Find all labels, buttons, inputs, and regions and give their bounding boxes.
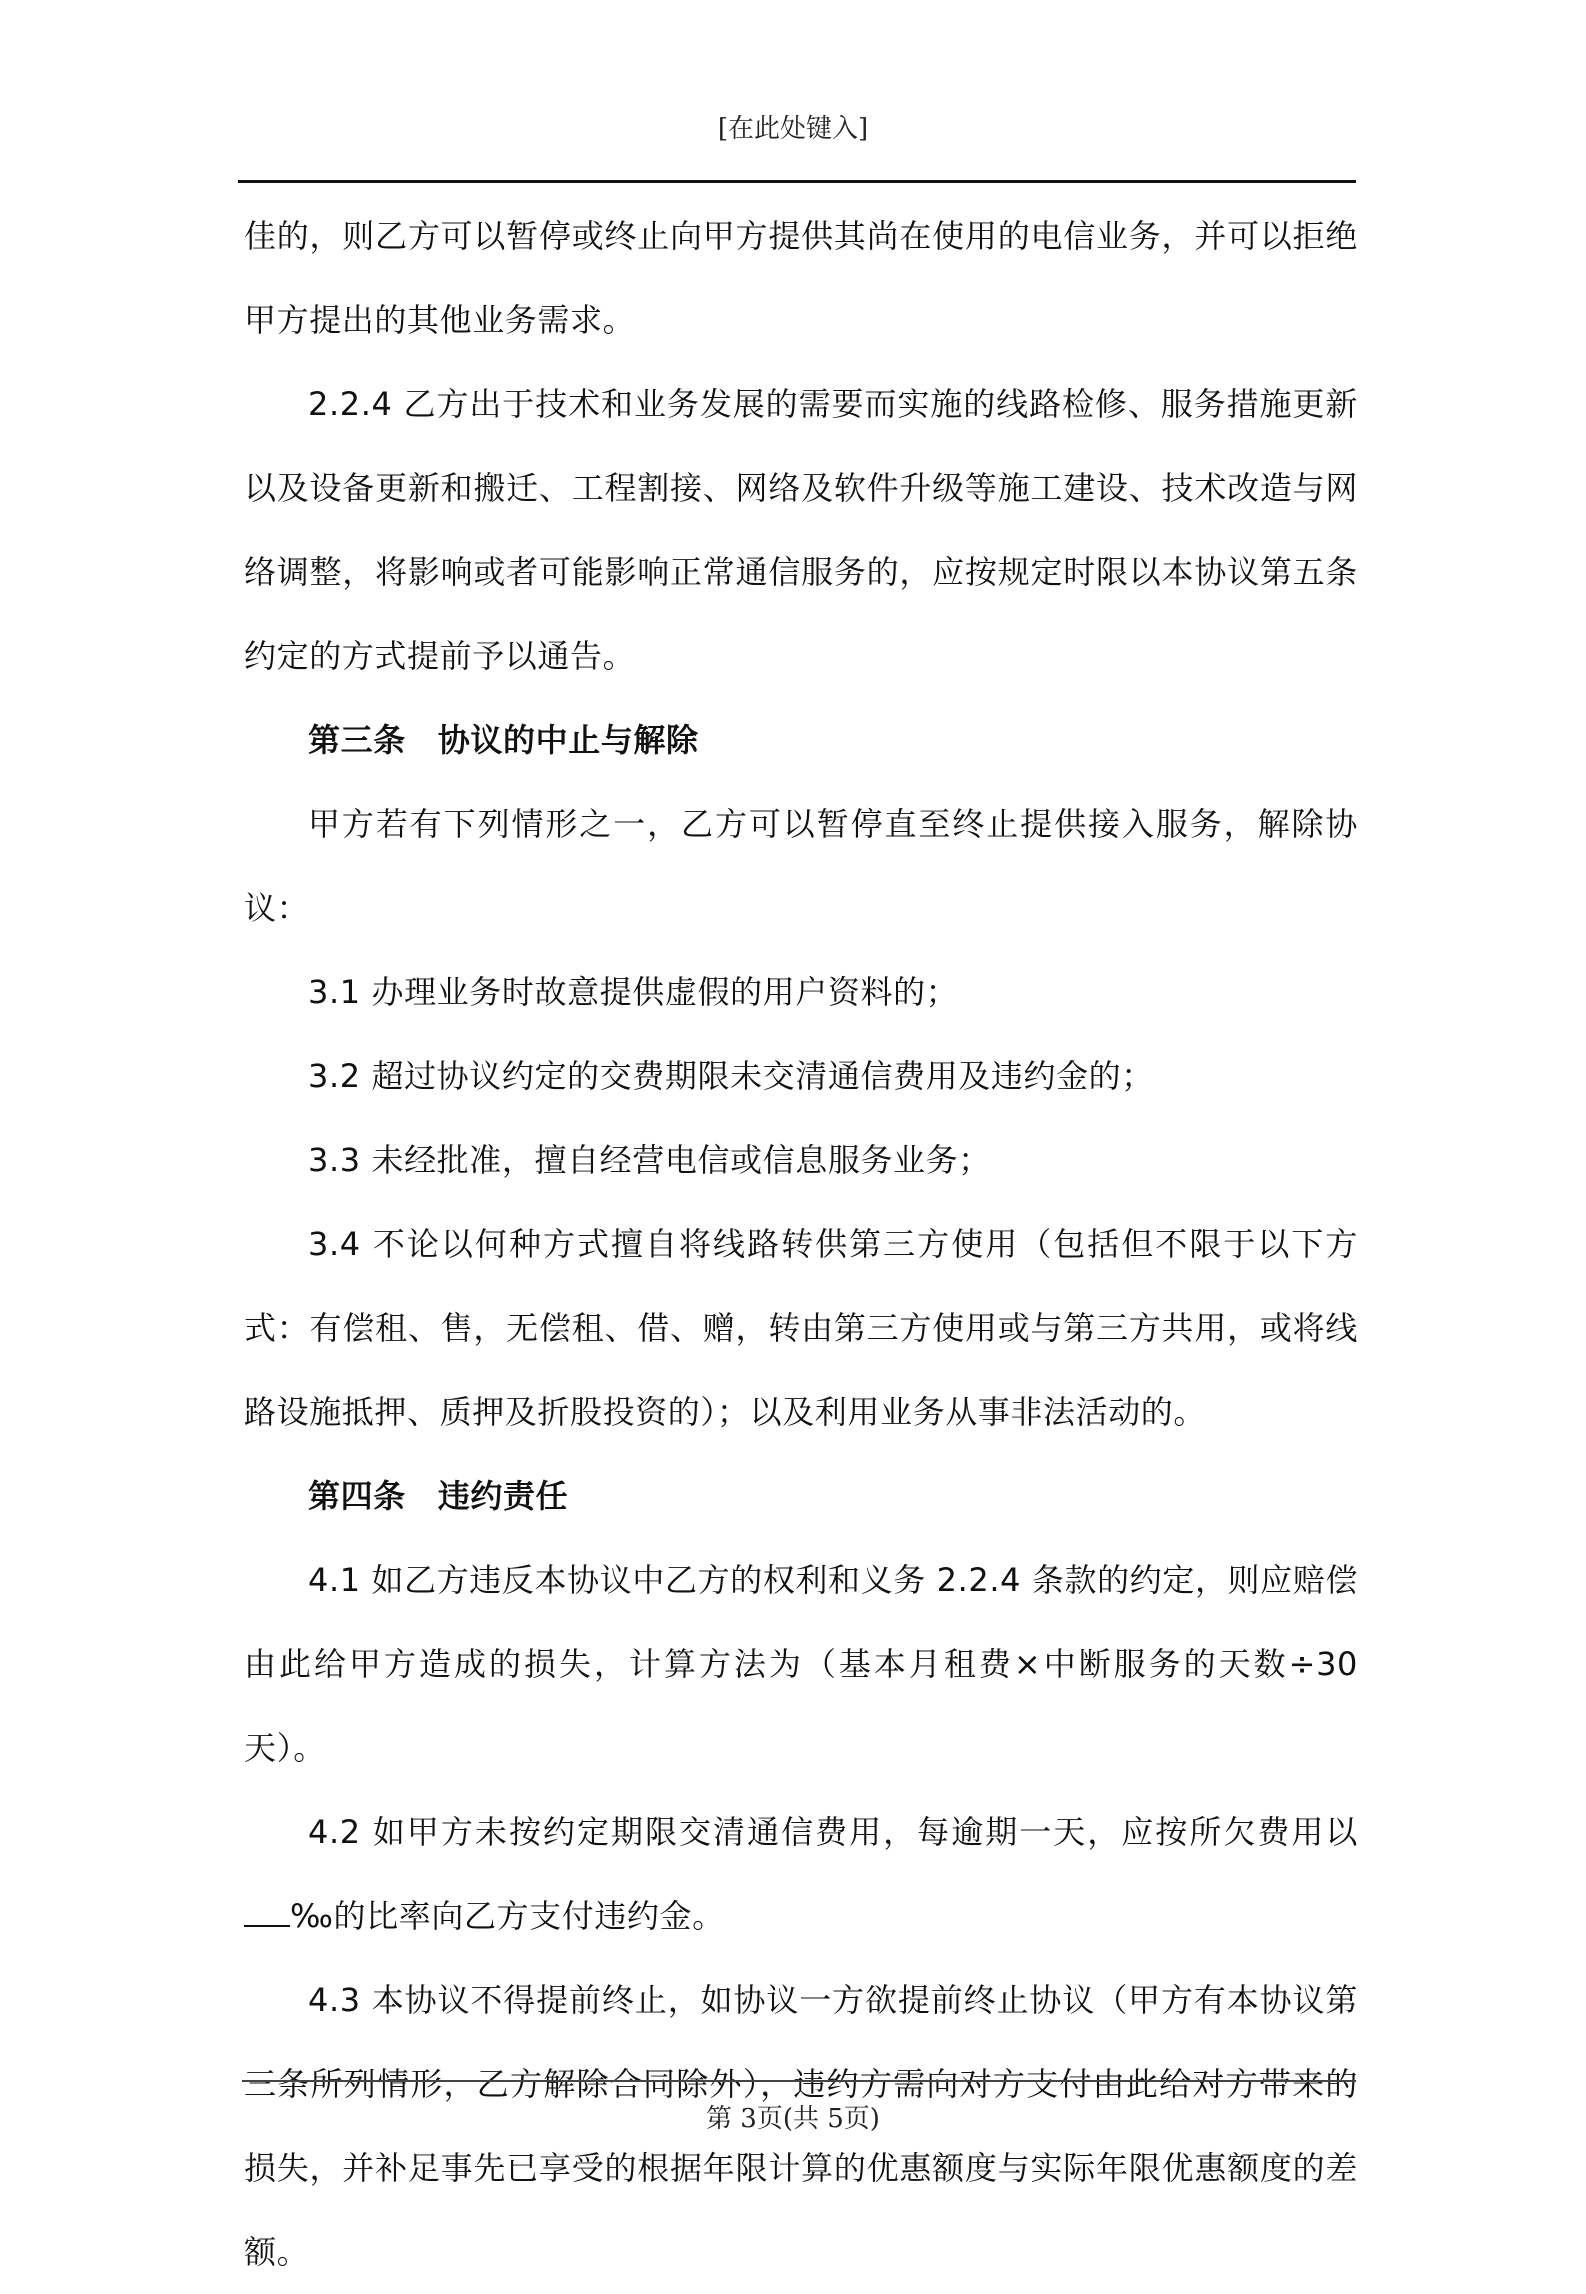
article-4-number: 第四条 (308, 1477, 406, 1515)
clause-3-1: 3.1 办理业务时故意提供虚假的用户资料的； (308, 973, 959, 1011)
clause-3-3: 3.3 未经批准，擅自经营电信或信息服务业务； (308, 1141, 991, 1179)
clause-4-3: 4.3 本协议不得提前终止，如协议一方欲提前终止协议（甲方有本协议第三条所列情形，乙方解除合同除外），违约方需向对方支付由此给对方带来的损失，并补足事先已享受的根据年限计算的优惠额度与实际年限优惠额度的差额。 (244, 1981, 1358, 2271)
article-3-intro: 甲方若有下列情形之一，乙方可以暂停直至终止提供接入服务，解除协议： (244, 805, 1358, 927)
clause-2-2-4: 2.2.4 乙方出于技术和业务发展的需要而实施的线路检修、服务措施更新以及设备更新和搬迁、工程割接、网络及软件升级等施工建设、技术改造与网络调整，将影响或者可能影响正常通信服务的，应按规定时限以本协议第五条约定的方式提前予以通告。 (244, 385, 1358, 675)
article-3-title: 协议的中止与解除 (437, 721, 699, 759)
page-number: 第 3页(共 5页) (706, 2104, 880, 2134)
page-header-text: [在此处键入] (717, 114, 869, 144)
clause-3-2: 3.2 超过协议约定的交费期限未交清通信费用及违约金的； (308, 1057, 1154, 1095)
header-divider (238, 180, 1356, 183)
clause-4-1: 4.1 如乙方违反本协议中乙方的权利和义务 2.2.4 条款的约定，则应赔偿由此给甲方造成的损失，计算方法为（基本月租费×中断服务的天数÷30 天）。 (244, 1561, 1358, 1767)
clause-4-2 (244, 1790, 1358, 1958)
article-4-heading (244, 1454, 1358, 1538)
paragraph-continued: 佳的，则乙方可以暂停或终止向甲方提供其尚在使用的电信业务，并可以拒绝甲方提出的其他业务需求。 (244, 217, 1358, 339)
article-3-heading (244, 698, 1358, 782)
rate-blank-field[interactable] (244, 1901, 290, 1927)
document-body (244, 194, 1358, 2294)
article-3-number: 第三条 (308, 721, 406, 759)
clause-4-2-text-before: 4.2 如甲方未按约定期限交清通信费用，每逾期一天，应按所欠费用以 (308, 1813, 1358, 1851)
footer-divider (242, 2080, 1356, 2082)
clause-3-4: 3.4 不论以何种方式擅自将线路转供第三方使用（包括但不限于以下方式：有偿租、售，无偿租、借、赠，转由第三方使用或与第三方共用，或将线路设施抵押、质押及折股投资的）；以及利用业务从事非法活动的。 (244, 1225, 1358, 1431)
article-4-title: 违约责任 (437, 1477, 569, 1515)
clause-4-2-text-after: ‰的比率向乙方支付违约金。 (290, 1897, 725, 1935)
